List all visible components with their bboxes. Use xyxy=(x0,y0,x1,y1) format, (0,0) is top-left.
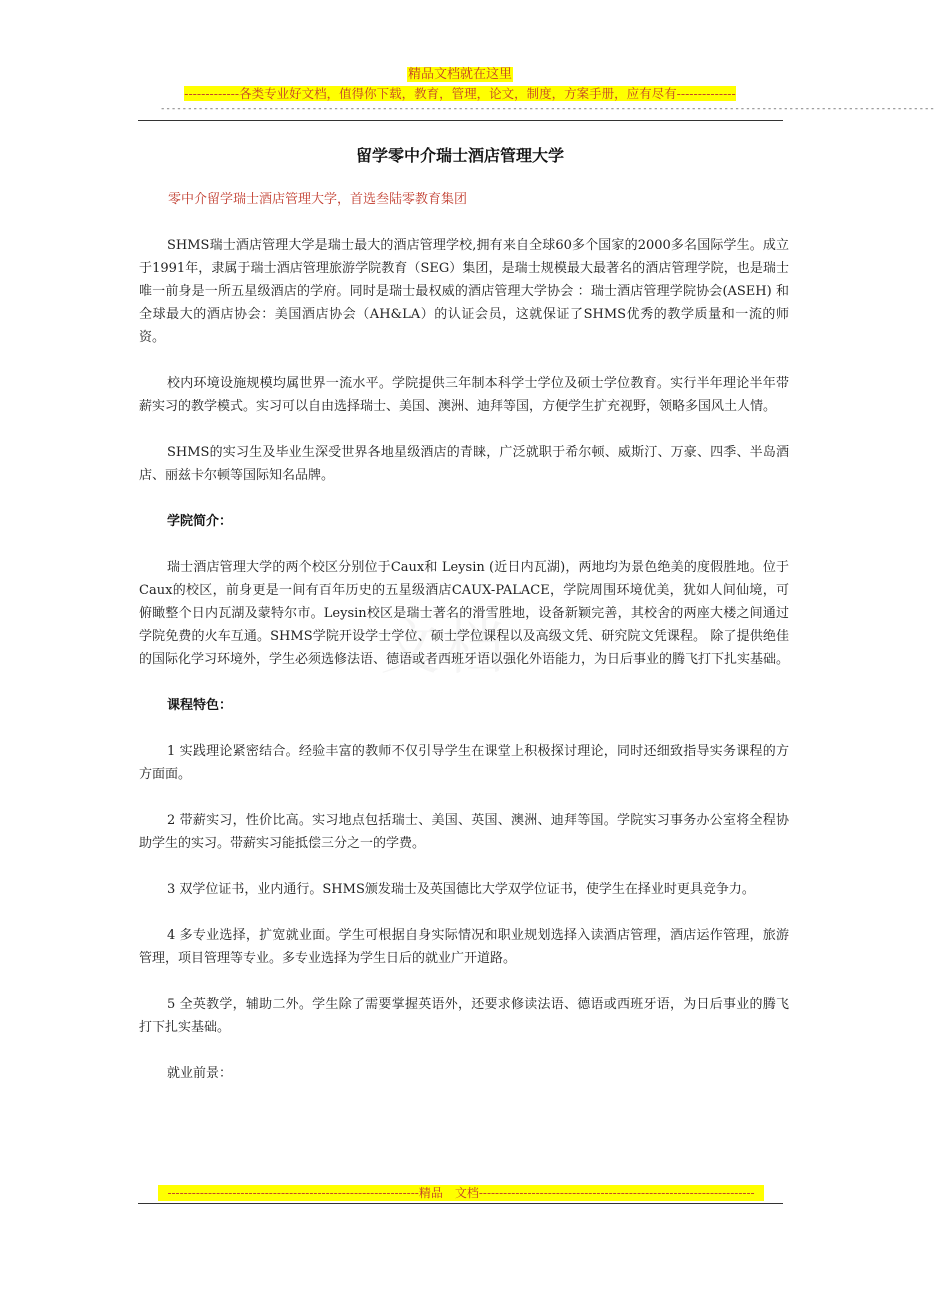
header-top-line xyxy=(0,66,920,83)
paragraph: SHMS瑞士酒店管理大学是瑞士最大的酒店管理学校,拥有来自全球60多个国家的2000多名国际学生。成立于1991年，隶属于瑞士酒店管理旅游学院教育（SEG）集团，是瑞士规模最大最著名的酒店管理学院，也是瑞士唯一前身是一所五星级酒店的学府。同时是瑞士最权威的酒店管理大学协会 ：瑞士酒店管理学院协会(ASEH) 和全球最大的酒店协会：美国酒店协会（AH&LA）的认证会员，这就保证了SHMS优秀的教学质量和一流的师资。 xyxy=(139,238,789,345)
section-heading-career: 就业前景： xyxy=(167,1066,233,1081)
feature-item: 1 实践理论紧密结合。经验丰富的教师不仅引导学生在课堂上积极探讨理论，同时还细致指导实务课程的方方面面。 xyxy=(139,744,789,782)
footer-bar: --------------------------------------------------------------精品 文档-------------------------------------------------------------------- xyxy=(158,1185,764,1201)
feature-item: 2 带薪实习，性价比高。实习地点包括瑞士、美国、英国、澳洲、迪拜等国。学院实习事务办公室将全程协助学生的实习。带薪实习能抵偿三分之一的学费。 xyxy=(139,813,789,851)
header-top-text: 精品文档就在这里 xyxy=(407,67,512,82)
paragraph: 瑞士酒店管理大学的两个校区分别位于Caux和 Leysin (近日内瓦湖)，两地均为景色绝美的度假胜地。位于 Caux的校区，前身更是一间有百年历史的五星级酒店CAUX-PALACE，学院周围环境优美，犹如人间仙境，可俯瞰整个日内瓦湖及蒙特尔市。Leysin校区是瑞士著名的滑雪胜地，设备新颖完善，其校舍的两座大楼之间通过学院免费的火车互通。SHMS学院开设学士学位、硕士学位课程以及高级文凭、研究院文凭课程。 除了提供绝佳的国际化学习环境外，学生必须选修法语、德语或者西班牙语以强化外语能力，为日后事业的腾飞打下扎实基础。 xyxy=(139,560,790,667)
footer-rule xyxy=(138,1203,783,1204)
section-heading-intro: 学院简介： xyxy=(167,514,233,529)
feature-item: 5 全英教学，辅助二外。学生除了需要掌握英语外，还要求修读法语、德语或西班牙语，为日后事业的腾飞打下扎实基础。 xyxy=(139,997,789,1035)
paragraph: SHMS的实习生及毕业生深受世界各地星级酒店的青睐，广泛就职于希尔顿、威斯汀、万豪、四季、半岛酒店、丽兹卡尔顿等国际知名品牌。 xyxy=(139,445,789,483)
document-title: 留学零中介瑞士酒店管理大学 xyxy=(355,146,564,165)
paragraph: 校内环境设施规模均属世界一流水平。学院提供三年制本科学士学位及硕士学位教育。实行半年理论半年带薪实习的教学模式。实习可以自由选择瑞士、美国、澳洲、迪拜等国，方便学生扩充视野，领略多国风土人情。 xyxy=(139,376,789,414)
header-promo-line xyxy=(0,85,920,102)
document-subtitle: 零中介留学瑞士酒店管理大学，首选叁陆零教育集团 xyxy=(168,192,468,207)
section-heading-features: 课程特色： xyxy=(167,698,233,713)
header-dash-line: ----------------------------------------------------------------------------------------------------------------------------------------------- xyxy=(160,104,935,114)
document-body xyxy=(139,234,789,1085)
header-rule xyxy=(138,120,783,121)
feature-item: 3 双学位证书，业内通行。SHMS颁发瑞士及英国德比大学双学位证书，使学生在择业时更具竞争力。 xyxy=(167,882,755,897)
feature-item: 4 多专业选择，扩宽就业面。学生可根据自身实际情况和职业规划选择入读酒店管理，酒店运作管理，旅游管理，项目管理等专业。多专业选择为学生日后的就业广开道路。 xyxy=(139,928,789,966)
header-promo-text: -------------各类专业好文档，值得你下载，教育，管理，论文，制度，方案手册，应有尽有-------------- xyxy=(184,86,736,101)
